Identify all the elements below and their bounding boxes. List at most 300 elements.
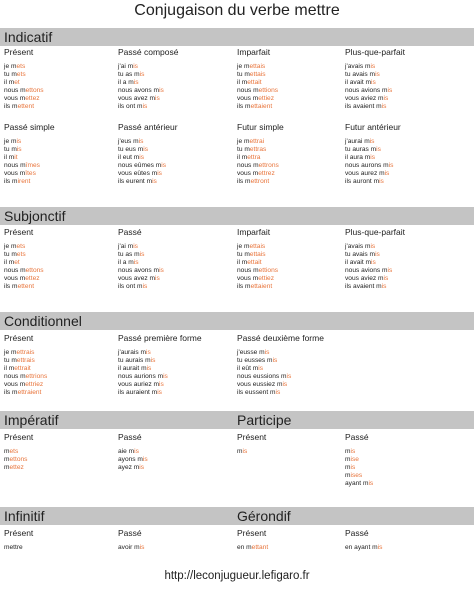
verb-ending: ettent: [17, 283, 35, 290]
conjugated-form: [237, 389, 324, 397]
conjugated-form: [118, 138, 178, 146]
verb-ending: ettez: [25, 275, 40, 282]
verb-stem: tu as m: [118, 251, 140, 258]
verb-stem: tu avais m: [345, 251, 376, 258]
verb-ending: is: [163, 373, 168, 380]
verb-ending: ettais: [249, 63, 266, 70]
conjugated-form: [237, 170, 284, 178]
mode-header-band: [0, 411, 474, 429]
conjugated-form: [118, 389, 202, 397]
verb-ending: is: [282, 381, 288, 388]
conjugated-form: [118, 365, 202, 373]
conjugated-form: [345, 63, 405, 71]
verb-ending: ettrais: [16, 357, 35, 364]
verb-ending: ettrez: [258, 170, 275, 177]
conjugated-form: [345, 79, 405, 87]
verb-ending: ets: [16, 71, 26, 78]
mode-heading: Impératif: [4, 412, 59, 428]
conjugated-form: [237, 365, 324, 373]
verb-stem: j'eusse m: [237, 349, 265, 356]
verb-stem: tu m: [237, 146, 250, 153]
verb-stem: tu avais m: [345, 71, 376, 78]
mode-heading: Gérondif: [237, 508, 291, 524]
conjugated-form: [345, 154, 401, 162]
verb-stem: ils m: [237, 178, 251, 185]
conjugated-form: [4, 283, 44, 291]
verb-ending: is: [139, 251, 145, 258]
verb-stem: vous auriez m: [118, 381, 160, 388]
verb-stem: j'aurai m: [345, 138, 370, 145]
verb-ending: ettraient: [17, 389, 42, 396]
conjugated-form: [345, 275, 405, 283]
verb-ending: is: [371, 259, 376, 266]
conjugated-form: [4, 146, 55, 154]
conjugated-form: [118, 154, 178, 162]
verb-stem: il m: [4, 365, 15, 372]
conjugated-form: [237, 162, 284, 170]
verb-stem: il m: [237, 259, 248, 266]
verb-ending: is: [133, 259, 139, 266]
conjugated-form: [118, 267, 164, 275]
verb-stem: il m: [237, 154, 248, 161]
tense-label: Passé deuxième forme: [237, 333, 324, 343]
conjugated-form: [345, 71, 405, 79]
verb-stem: vous eussiez m: [237, 381, 283, 388]
verb-stem: je m: [4, 63, 17, 70]
conjugated-form: [118, 162, 178, 170]
conjugated-form: [4, 251, 44, 259]
verb-ending: is: [377, 544, 383, 551]
verb-ending: ets: [9, 448, 19, 455]
verb-stem: vous avez m: [118, 95, 156, 102]
verb-stem: nous m: [237, 87, 259, 94]
tense-block: [4, 227, 44, 291]
verb-stem: mettre: [4, 544, 23, 551]
verb-ending: et: [14, 79, 20, 86]
tense-label: Passé composé: [118, 47, 179, 57]
tense-label: Présent: [237, 432, 267, 442]
verb-stem: vous m: [237, 95, 259, 102]
verb-stem: ils avaient m: [345, 283, 382, 290]
tense-block: [118, 528, 144, 552]
conjugated-form: [237, 357, 324, 365]
verb-ending: is: [369, 138, 375, 145]
tense-block: [4, 47, 44, 111]
tense-block: [237, 47, 278, 111]
verb-ending: ettriez: [25, 381, 44, 388]
page-title: Conjugaison du verbe mettre: [134, 2, 340, 19]
verb-ending: is: [383, 275, 389, 282]
verb-stem: vous aurez m: [345, 170, 385, 177]
verb-stem: vous m: [237, 170, 259, 177]
verb-ending: is: [142, 103, 148, 110]
verb-ending: is: [350, 464, 356, 471]
conjugated-form: [118, 544, 144, 552]
verb-stem: ayant m: [345, 480, 369, 487]
conjugated-form: [4, 381, 47, 389]
verb-ending: is: [350, 448, 356, 455]
verb-stem: nous avons m: [118, 87, 160, 94]
tense-label: Présent: [4, 528, 34, 538]
conjugated-form: [237, 349, 324, 357]
conjugated-form: [4, 95, 44, 103]
verb-stem: tu eusses m: [237, 357, 273, 364]
conjugated-form: [237, 243, 278, 251]
tense-label: Présent: [237, 528, 267, 538]
verb-stem: tu eus m: [118, 146, 144, 153]
conjugated-form: [118, 79, 178, 87]
conjugated-form: [4, 365, 47, 373]
verb-ending: is: [139, 154, 145, 161]
conjugated-form: [118, 103, 178, 111]
verb-stem: il m: [4, 259, 15, 266]
verb-stem: ils ont m: [118, 283, 143, 290]
verb-ending: et: [14, 259, 20, 266]
verb-ending: is: [275, 389, 281, 396]
conjugated-form: [345, 456, 373, 464]
conjugated-form: [345, 448, 373, 456]
verb-stem: m: [4, 448, 10, 455]
verb-ending: is: [159, 267, 164, 274]
verb-stem: vous eûtes m: [118, 170, 158, 177]
verb-ending: is: [381, 103, 387, 110]
conjugated-form: [4, 357, 47, 365]
verb-stem: il avait m: [345, 259, 372, 266]
tense-block: [237, 227, 278, 291]
verb-stem: j'ai m: [118, 243, 134, 250]
verb-ending: is: [134, 448, 139, 455]
conjugated-form: [345, 95, 405, 103]
verb-stem: j'ai m: [118, 63, 134, 70]
verb-ending: ettront: [250, 178, 270, 185]
verb-ending: ets: [16, 243, 26, 250]
verb-stem: je m: [4, 349, 17, 356]
conjugated-form: [345, 544, 382, 552]
verb-ending: is: [272, 357, 278, 364]
mode-heading: Infinitif: [4, 508, 45, 524]
verb-stem: nous aurons m: [345, 162, 389, 169]
verb-stem: tu m: [4, 71, 17, 78]
tense-block: [345, 432, 373, 488]
verb-stem: je m: [237, 243, 250, 250]
mode-header-band: [0, 28, 474, 46]
tense-label: Passé première forme: [118, 333, 202, 343]
tense-block: [345, 227, 405, 291]
verb-stem: vous m: [4, 275, 26, 282]
verb-ending: is: [150, 357, 156, 364]
verb-ending: is: [157, 170, 162, 177]
verb-stem: vous avez m: [118, 275, 156, 282]
conjugated-form: [4, 373, 47, 381]
verb-ending: is: [387, 267, 393, 274]
conjugated-form: [4, 464, 33, 472]
tense-label: Passé: [345, 528, 369, 538]
conjugated-form: [237, 544, 268, 552]
conjugated-form: [345, 138, 401, 146]
conjugated-form: [118, 381, 202, 389]
conjugated-form: [345, 283, 405, 291]
conjugated-form: [118, 448, 148, 456]
mode-heading: Subjonctif: [4, 208, 66, 224]
verb-ending: is: [368, 480, 374, 487]
verb-stem: tu m: [237, 251, 250, 258]
tense-label: Présent: [4, 432, 34, 442]
tense-block: [118, 227, 164, 291]
tense-label: Présent: [4, 227, 34, 237]
tense-label: Passé: [118, 227, 142, 237]
verb-ending: ettrai: [249, 138, 265, 145]
verb-ending: ise: [350, 456, 359, 463]
verb-stem: il avait m: [345, 79, 372, 86]
verb-stem: il aurait m: [118, 365, 147, 372]
conjugated-form: [4, 87, 44, 95]
verb-ending: is: [286, 373, 292, 380]
verb-ending: îtes: [25, 170, 36, 177]
conjugated-form: [237, 283, 278, 291]
conjugated-form: [345, 178, 401, 186]
verb-ending: ettait: [247, 259, 262, 266]
verb-ending: is: [375, 251, 380, 258]
conjugated-form: [237, 259, 278, 267]
verb-stem: vous m: [4, 95, 26, 102]
verb-ending: is: [379, 178, 384, 185]
conjugated-form: [345, 170, 401, 178]
conjugated-form: [118, 373, 202, 381]
verb-ending: is: [370, 154, 376, 161]
verb-ending: ettait: [247, 79, 262, 86]
tense-label: Passé simple: [4, 122, 55, 132]
tense-block: [345, 122, 401, 186]
tense-label: Imparfait: [237, 227, 271, 237]
verb-stem: ayez m: [118, 464, 140, 471]
verb-ending: ettais: [249, 251, 266, 258]
verb-ending: is: [139, 544, 145, 551]
conjugated-form: [118, 251, 164, 259]
conjugated-form: [237, 154, 284, 162]
verb-stem: ils ont m: [118, 103, 143, 110]
conjugated-form: [118, 243, 164, 251]
conjugated-form: [118, 71, 178, 79]
verb-ending: ettrions: [25, 373, 48, 380]
verb-ending: is: [157, 389, 162, 396]
mode-heading: Participe: [237, 412, 292, 428]
verb-ending: is: [376, 146, 381, 153]
verb-stem: ils m: [237, 103, 251, 110]
conjugated-form: [118, 275, 164, 283]
verb-stem: tu m: [4, 357, 17, 364]
conjugated-form: [4, 154, 55, 162]
verb-stem: tu m: [4, 251, 17, 258]
conjugated-form: [4, 259, 44, 267]
tense-block: [118, 47, 178, 111]
verb-ending: is: [264, 349, 270, 356]
verb-ending: irent: [17, 178, 31, 185]
conjugated-form: [345, 480, 373, 488]
verb-ending: ettrait: [14, 365, 31, 372]
tense-block: [118, 333, 202, 397]
tense-block: [237, 122, 284, 186]
conjugated-form: [118, 283, 164, 291]
verb-stem: je m: [237, 63, 250, 70]
verb-stem: ayons m: [118, 456, 143, 463]
conjugated-form: [4, 71, 44, 79]
verb-ending: it: [14, 154, 18, 161]
verb-ending: ettrons: [258, 162, 279, 169]
conjugated-form: [118, 63, 178, 71]
verb-ending: ettaient: [250, 103, 273, 110]
conjugated-form: [237, 95, 278, 103]
verb-ending: is: [16, 146, 22, 153]
conjugated-form: [345, 472, 373, 480]
conjugated-form: [118, 178, 178, 186]
verb-stem: j'aurais m: [118, 349, 147, 356]
verb-stem: il m: [4, 154, 15, 161]
verb-stem: ils m: [4, 389, 18, 396]
verb-stem: il m: [237, 79, 248, 86]
tense-label: Futur simple: [237, 122, 284, 132]
conjugated-form: [4, 267, 44, 275]
verb-stem: il eût m: [237, 365, 259, 372]
verb-ending: is: [383, 95, 389, 102]
tense-block: [4, 122, 55, 186]
verb-stem: je m: [237, 138, 250, 145]
verb-ending: is: [370, 63, 376, 70]
conjugated-form: [237, 275, 278, 283]
conjugated-form: [345, 87, 405, 95]
tense-label: Passé: [118, 432, 142, 442]
verb-ending: is: [138, 138, 144, 145]
conjugated-form: [237, 71, 278, 79]
verb-stem: m: [4, 456, 10, 463]
conjugated-form: [4, 170, 55, 178]
conjugated-form: [118, 456, 148, 464]
verb-ending: ettions: [258, 267, 279, 274]
conjugated-form: [345, 251, 405, 259]
verb-ending: is: [375, 71, 380, 78]
verb-stem: aie m: [118, 448, 135, 455]
verb-stem: ils m: [4, 283, 18, 290]
verb-stem: ils m: [237, 283, 251, 290]
verb-ending: is: [133, 79, 139, 86]
verb-stem: vous m: [4, 381, 26, 388]
verb-stem: ils eussent m: [237, 389, 276, 396]
verb-stem: tu aurais m: [118, 357, 151, 364]
conjugated-form: [4, 63, 44, 71]
conjugated-form: [4, 103, 44, 111]
conjugated-form: [237, 448, 266, 456]
conjugated-form: [237, 267, 278, 275]
tense-label: Passé antérieur: [118, 122, 178, 132]
tense-block: [237, 333, 324, 397]
verb-stem: nous m: [237, 267, 259, 274]
verb-stem: nous eûmes m: [118, 162, 162, 169]
verb-ending: ettons: [25, 267, 44, 274]
verb-ending: is: [133, 243, 138, 250]
verb-stem: nous avions m: [345, 267, 388, 274]
conjugated-form: [118, 87, 178, 95]
verb-stem: nous m: [4, 162, 26, 169]
conjugated-form: [118, 357, 202, 365]
verb-stem: je m: [4, 138, 17, 145]
verb-ending: ettra: [247, 154, 261, 161]
tense-label: Plus-que-parfait: [345, 227, 406, 237]
conjugated-form: [237, 178, 284, 186]
mode-header-band: [0, 207, 474, 225]
verb-ending: ettons: [9, 456, 28, 463]
verb-stem: ils eurent m: [118, 178, 153, 185]
verb-stem: tu m: [237, 71, 250, 78]
verb-ending: ettrais: [16, 349, 35, 356]
conjugated-form: [4, 162, 55, 170]
conjugated-form: [118, 259, 164, 267]
verb-ending: is: [159, 87, 164, 94]
verb-stem: vous m: [237, 275, 259, 282]
mode-heading: Indicatif: [4, 29, 53, 45]
verb-ending: is: [146, 365, 152, 372]
verb-stem: nous aurions m: [118, 373, 164, 380]
verb-stem: vous aviez m: [345, 95, 384, 102]
verb-stem: nous eussions m: [237, 373, 287, 380]
conjugated-form: [345, 103, 405, 111]
verb-stem: tu auras m: [345, 146, 377, 153]
conjugated-form: [4, 178, 55, 186]
verb-stem: ils m: [4, 103, 18, 110]
verb-ending: is: [16, 138, 22, 145]
verb-ending: is: [139, 71, 145, 78]
conjugated-form: [345, 267, 405, 275]
verb-ending: is: [381, 283, 387, 290]
verb-stem: j'avais m: [345, 63, 371, 70]
source-url[interactable]: http://leconjugueur.lefigaro.fr: [164, 570, 310, 582]
conjugated-form: [237, 79, 278, 87]
verb-stem: ils avaient m: [345, 103, 382, 110]
tense-label: Passé: [118, 528, 142, 538]
verb-stem: m: [237, 448, 243, 455]
verb-ending: is: [161, 162, 167, 169]
verb-stem: tu as m: [118, 71, 140, 78]
verb-stem: avoir m: [118, 544, 140, 551]
verb-ending: ettez: [25, 95, 40, 102]
verb-ending: is: [384, 170, 390, 177]
tense-label: Présent: [4, 47, 34, 57]
verb-stem: vous m: [4, 170, 26, 177]
verb-ending: is: [139, 464, 145, 471]
verb-ending: is: [142, 456, 148, 463]
conjugated-form: [4, 448, 33, 456]
tense-block: [118, 432, 148, 472]
verb-stem: en m: [237, 544, 252, 551]
tense-label: Présent: [4, 333, 34, 343]
verb-ending: ettiez: [258, 275, 275, 282]
conjugated-form: [118, 349, 202, 357]
conjugated-form: [118, 146, 178, 154]
verb-ending: ettras: [249, 146, 267, 153]
tense-label: Imparfait: [237, 47, 271, 57]
verb-stem: nous m: [4, 373, 26, 380]
verb-stem: nous m: [237, 162, 259, 169]
verb-ending: is: [155, 95, 160, 102]
verb-stem: m: [345, 456, 351, 463]
verb-stem: il aura m: [345, 154, 371, 161]
conjugated-form: [345, 146, 401, 154]
tense-block: [4, 432, 33, 472]
verb-stem: ils auraient m: [118, 389, 158, 396]
conjugated-form: [4, 389, 47, 397]
verb-stem: tu m: [4, 146, 17, 153]
verb-stem: m: [345, 448, 351, 455]
verb-stem: nous avions m: [345, 87, 388, 94]
verb-ending: ettant: [251, 544, 269, 551]
